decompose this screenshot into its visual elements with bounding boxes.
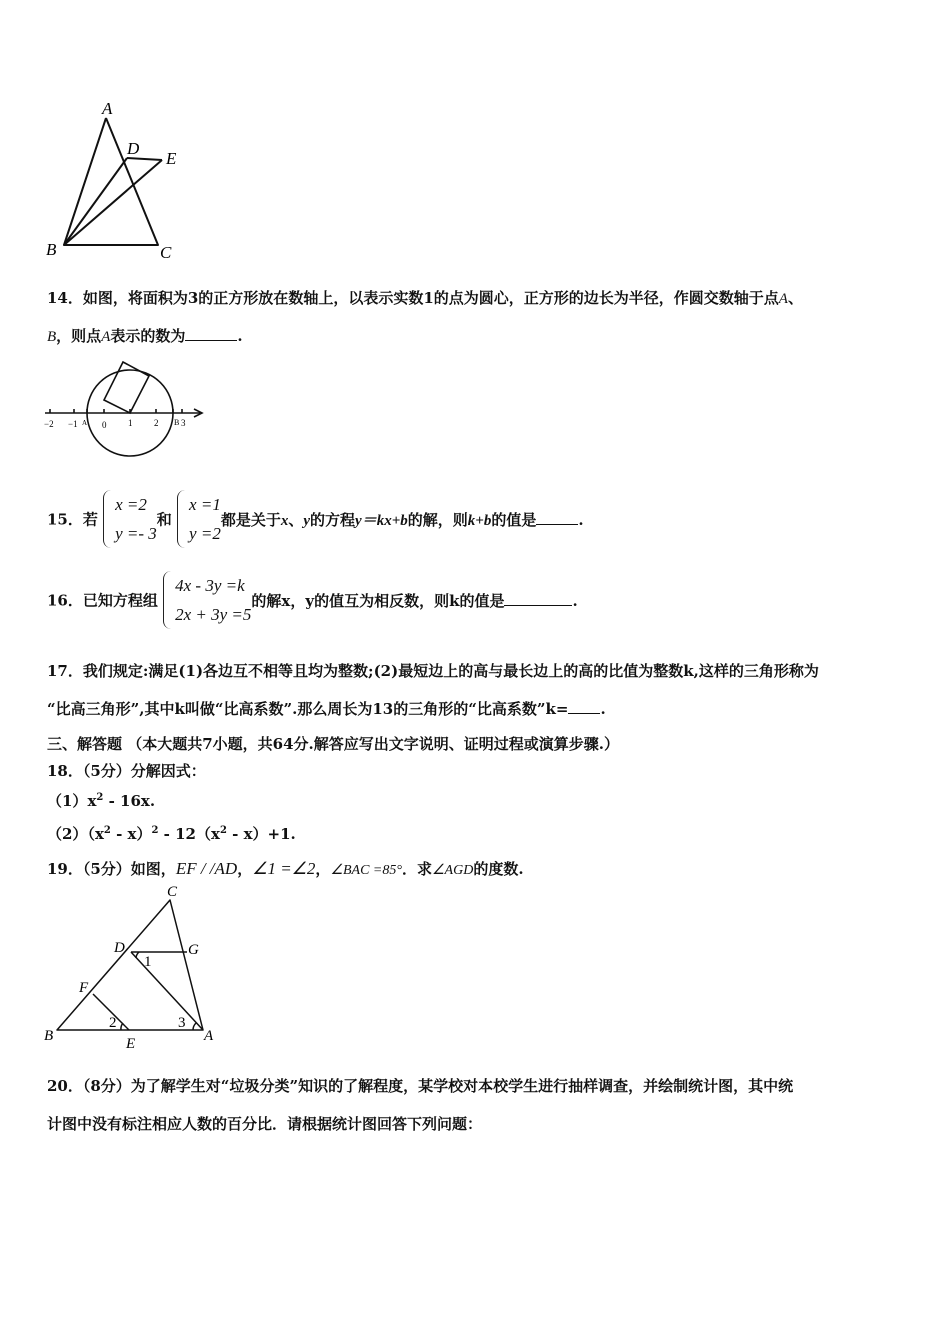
- q15-number: 15．若: [47, 510, 98, 529]
- q17-text: “比高三角形”,其中k叫做“比高系数”.那么周长为13的三角形的“比高系数”k=: [47, 700, 569, 718]
- figure-triangle-abc: [40, 100, 200, 265]
- q19-comma-2: ，: [315, 860, 331, 878]
- q15-k-plus-b: k+b: [467, 512, 492, 529]
- tick-label-3: 3: [181, 418, 186, 428]
- label-d: D: [127, 139, 140, 158]
- question-19: [47, 858, 524, 879]
- label-f-q19: F: [79, 980, 89, 996]
- q15-sys2-row-2: y =2: [189, 524, 221, 543]
- question-18-title: 18．（5分）分解因式：: [47, 762, 206, 780]
- q19-number: 19．（5分）如图，: [47, 860, 176, 878]
- q15-var-x: x: [280, 512, 289, 529]
- tick-label-1: 1: [128, 418, 133, 428]
- q15-and: 和: [156, 510, 172, 529]
- angle-3-arc: [193, 1023, 196, 1030]
- q16-end: .: [572, 591, 578, 610]
- q15-var-y: y: [303, 512, 311, 529]
- tick-label-2: 2: [154, 418, 159, 428]
- q15-system-2: [177, 490, 221, 548]
- label-d-q19: D: [114, 940, 125, 956]
- label-c: C: [160, 243, 172, 262]
- q15-text-3: 的解，则: [407, 510, 468, 529]
- q14-answer-blank: [185, 340, 237, 341]
- q18-p2-d: - x）+1.: [226, 825, 296, 843]
- q15-text-1: 都是关于: [220, 510, 281, 529]
- q14-point-a: A: [778, 291, 788, 307]
- q15-sys1-row-2: y =- 3: [115, 524, 157, 543]
- label-2-q19: 2: [109, 1015, 117, 1031]
- question-15: [47, 490, 584, 548]
- q19-text: ．求: [401, 860, 432, 878]
- label-1-q19: 1: [144, 954, 152, 970]
- q18-p2-c: - 12（x: [158, 825, 220, 843]
- q16-sys-row-1: 4x - 3y =k: [175, 576, 245, 595]
- label-c-q19: C: [167, 884, 178, 900]
- q15-end: .: [578, 510, 584, 529]
- q18-p2-sup3: 2: [219, 825, 227, 836]
- q16-text: 的解x，y的值互为相反数，则k的值是: [251, 591, 505, 610]
- q16-sys-row-2: 2x + 3y =5: [175, 605, 252, 624]
- q18-p2-sup1: 2: [103, 825, 111, 836]
- q18-p2-b: - x）: [110, 825, 152, 843]
- label-a: A: [102, 100, 113, 118]
- q14-point-b: B: [47, 329, 57, 345]
- label-a-q19: A: [204, 1028, 214, 1044]
- q17-answer-blank: [568, 713, 600, 714]
- q18-p2-sup2: 2: [151, 825, 159, 836]
- q16-system: [163, 571, 251, 629]
- q18-p1-x: x: [87, 792, 97, 810]
- tick-label-b: B: [174, 418, 180, 427]
- question-20-line-1: 20．（8分）为了解学生对“垃圾分类”知识的了解程度，某学校对本校学生进行抽样调查，并绘制统计图，其中统: [47, 1077, 794, 1095]
- q19-cond-1: EF / /AD: [175, 859, 238, 878]
- label-g-q19: G: [188, 942, 199, 958]
- section-3-heading: 三、解答题 （本大题共7小题，共64分.解答应写出文字说明、证明过程或演算步骤.）: [47, 735, 619, 753]
- question-14-line-2: [47, 325, 243, 346]
- question-18-part-1: [47, 790, 155, 811]
- tick-label-minus-2: −2: [44, 419, 54, 429]
- q18-p2-label: （2）: [47, 825, 88, 843]
- brace-icon: [177, 490, 188, 548]
- tick-label-0: 0: [102, 420, 107, 430]
- question-18-part-2: [47, 823, 296, 844]
- q14-text-1: 14．如图，将面积为3的正方形放在数轴上，以表示实数1的点为圆心，正方形的边长为半径，作圆交数轴于点: [47, 289, 779, 307]
- tick-label-minus-1: −1: [68, 419, 78, 429]
- brace-icon: [163, 571, 174, 629]
- q18-p1-rest: - 16x.: [103, 792, 156, 810]
- q18-p1-sup: 2: [96, 792, 104, 803]
- question-20-line-2: 计图中没有标注相应人数的百分比．请根据统计图回答下列问题：: [47, 1115, 483, 1133]
- figure-number-line: [40, 352, 220, 462]
- segment-ad: [131, 952, 203, 1030]
- question-17-line-2: [47, 698, 606, 719]
- q19-cond-2: ∠1 =∠2: [252, 859, 316, 878]
- label-e: E: [166, 149, 177, 168]
- q18-p1-label: （1）: [47, 792, 88, 810]
- q15-text-2: 的方程: [310, 510, 356, 529]
- q14-end: .: [237, 327, 243, 345]
- q14-sep: 、: [787, 289, 803, 307]
- q15-equation: y＝kx+b: [355, 512, 408, 529]
- q14-point-a-2: A: [101, 329, 111, 345]
- q15-answer-blank: [536, 524, 578, 525]
- brace-icon: [103, 490, 114, 548]
- angle-2-arc: [121, 1023, 123, 1030]
- label-b: B: [46, 240, 57, 259]
- question-17-line-1: 17．我们规定:满足(1)各边互不相等且均为整数;(2)最短边上的高与最长边上的高的比值为整数k,这样的三角形称为: [47, 662, 819, 680]
- q19-comma-1: ，: [237, 860, 253, 878]
- q16-number: 16．已知方程组: [47, 591, 158, 610]
- triangle-abc-outline: [57, 900, 203, 1030]
- segment-de: [127, 158, 162, 160]
- segment-bd: [64, 158, 127, 245]
- question-14-line-1: [47, 287, 803, 308]
- q19-end: 的度数.: [473, 860, 524, 878]
- q15-sys1-row-1: x =2: [115, 495, 147, 514]
- q15-text-4: 的值是: [491, 510, 537, 529]
- figure-triangle-abc-q19: [40, 880, 230, 1055]
- q18-p2-a: （x: [87, 825, 104, 843]
- label-3-q19: 3: [178, 1015, 186, 1031]
- tick-label-a: A: [82, 419, 88, 427]
- q19-target: ∠AGD: [432, 863, 474, 878]
- q16-answer-blank: [504, 605, 572, 606]
- q15-sep: 、: [288, 510, 304, 529]
- label-b-q19: B: [44, 1028, 54, 1044]
- q19-cond-3: ∠BAC =85°: [330, 863, 402, 878]
- question-16: [47, 571, 578, 629]
- q14-text-3: 表示的数为: [110, 327, 186, 345]
- q14-text-2: ，则点: [56, 327, 102, 345]
- label-e-q19: E: [126, 1036, 136, 1052]
- q15-system-1: [103, 490, 157, 548]
- q15-sys2-row-1: x =1: [189, 495, 221, 514]
- q17-end: .: [600, 700, 606, 718]
- angle-1-arc: [136, 952, 139, 958]
